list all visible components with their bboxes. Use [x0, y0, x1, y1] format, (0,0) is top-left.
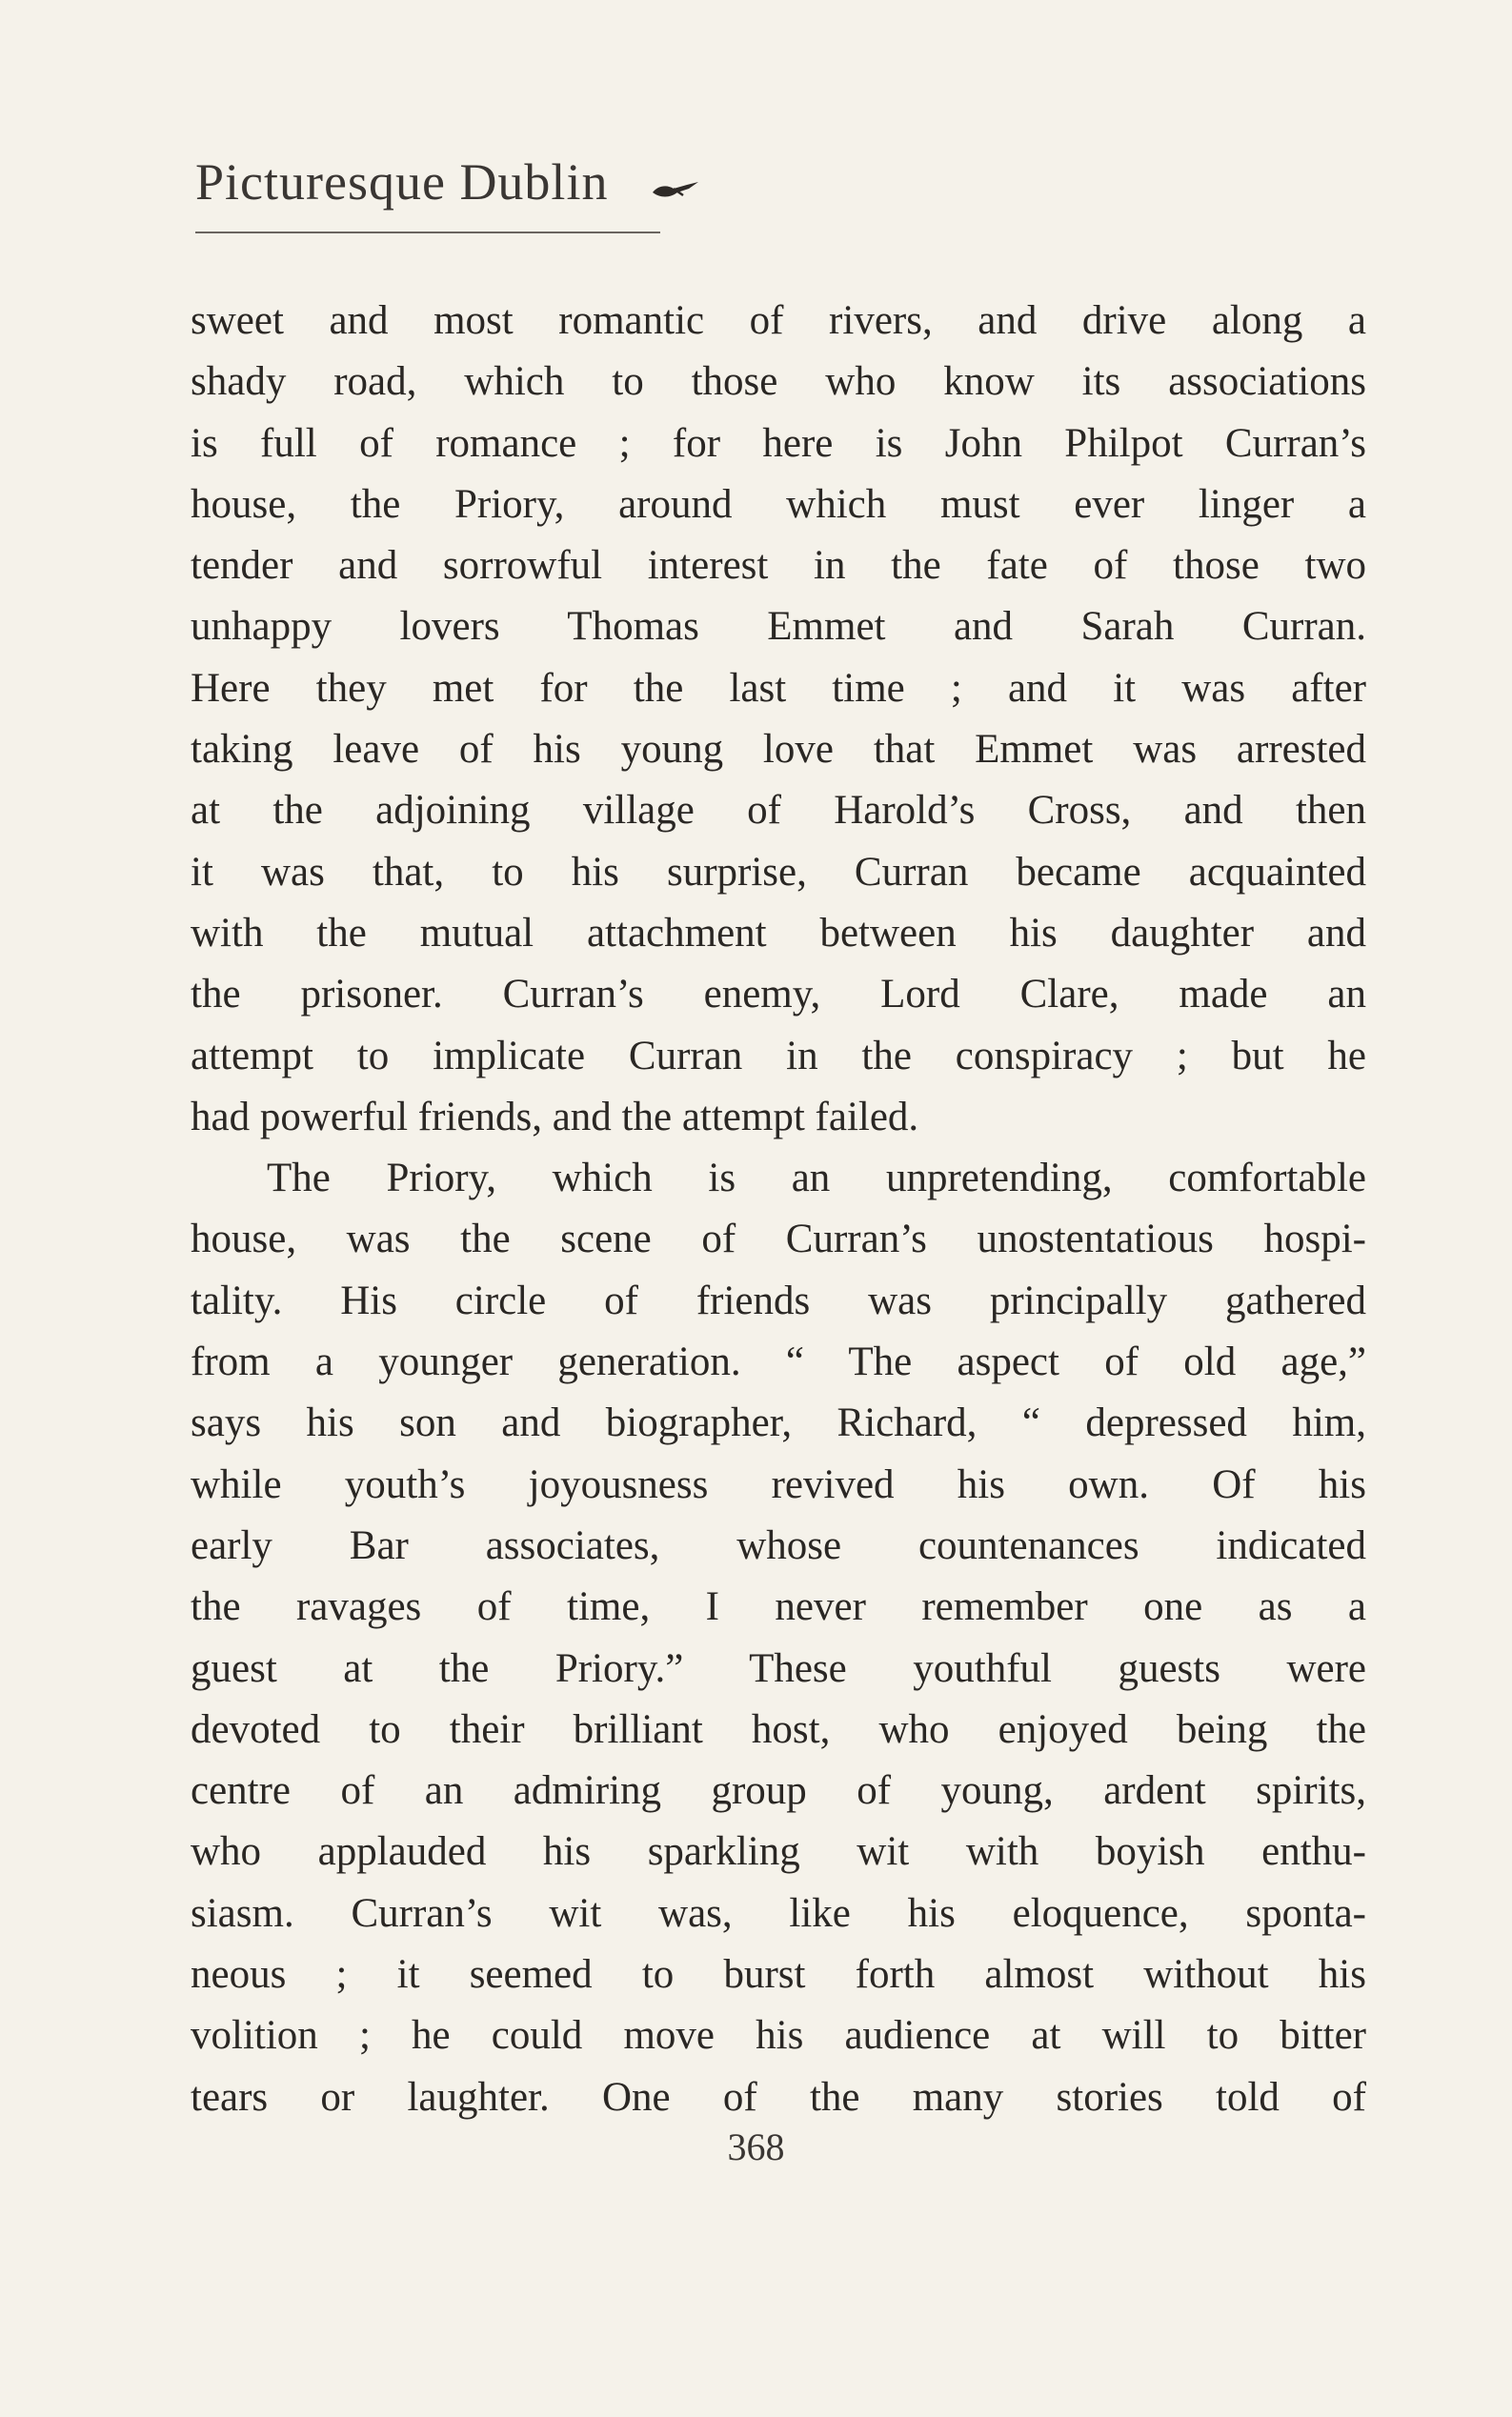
text-line: house, the Priory, around which must ever linger a: [191, 481, 1366, 527]
text-line: tears or laughter. One of the many stories told of: [191, 2074, 1366, 2120]
text-line: had powerful friends, and the attempt failed.: [191, 1094, 919, 1139]
text-line: is full of romance ; for here is John Philpot Curran’s: [191, 420, 1366, 466]
text-line: taking leave of his young love that Emmet was arrested: [191, 727, 1366, 773]
text-line: centre of an admiring group of young, ardent spirits,: [191, 1768, 1366, 1814]
running-title: Picturesque Dublin: [195, 153, 609, 211]
paragraph: [191, 291, 1366, 1148]
text-line: who applauded his sparkling wit with boyish enthu-: [191, 1829, 1366, 1875]
text-line: it was that, to his surprise, Curran became acquainted: [191, 849, 1366, 895]
header-rule: [195, 232, 660, 233]
text-line: early Bar associates, whose countenances indicated: [191, 1522, 1366, 1568]
text-line: unhappy lovers Thomas Emmet and Sarah Curran.: [191, 604, 1366, 650]
text-line: with the mutual attachment between his daughter and: [191, 910, 1366, 956]
text-line: the prisoner. Curran’s enemy, Lord Clare, made an: [191, 972, 1366, 1017]
text-line: house, was the scene of Curran’s unostentatious hospi-: [191, 1217, 1366, 1262]
text-line: guest at the Priory.” These youthful guests were: [191, 1645, 1366, 1691]
page-number: 368: [727, 2125, 785, 2168]
text-line: while youth’s joyousness revived his own. Of his: [191, 1461, 1366, 1507]
text-line: tender and sorrowful interest in the fate of those two: [191, 543, 1366, 589]
text-line: devoted to their brilliant host, who enjoyed being the: [191, 1706, 1366, 1752]
text-line: attempt to implicate Curran in the conspiracy ; but he: [191, 1033, 1366, 1078]
text-line: the ravages of time, I never remember one as a: [191, 1584, 1366, 1630]
text-line: The Priory, which is an unpretending, comfortable: [267, 1156, 1366, 1201]
text-line: volition ; he could move his audience at will to bitter: [191, 2013, 1366, 2059]
text-line: sweet and most romantic of rivers, and drive along a: [191, 298, 1366, 343]
text-line: tality. His circle of friends was principally gathered: [191, 1278, 1366, 1323]
running-head: [195, 152, 702, 217]
paragraph: [191, 1148, 1366, 2128]
text-line: siasm. Curran’s wit was, like his eloquence, sponta-: [191, 1890, 1366, 1936]
text-line: neous ; it seemed to burst forth almost without his: [191, 1952, 1366, 1998]
text-line: shady road, which to those who know its associations: [191, 359, 1366, 405]
body-text: [191, 291, 1366, 2128]
text-line: at the adjoining village of Harold’s Cross, and then: [191, 788, 1366, 834]
hand-pointer-ornament-icon: [649, 158, 702, 217]
text-line: says his son and biographer, Richard, “ depressed him,: [191, 1400, 1366, 1446]
text-line: Here they met for the last time ; and it was after: [191, 665, 1366, 711]
text-line: from a younger generation. “ The aspect of old age,”: [191, 1339, 1366, 1385]
